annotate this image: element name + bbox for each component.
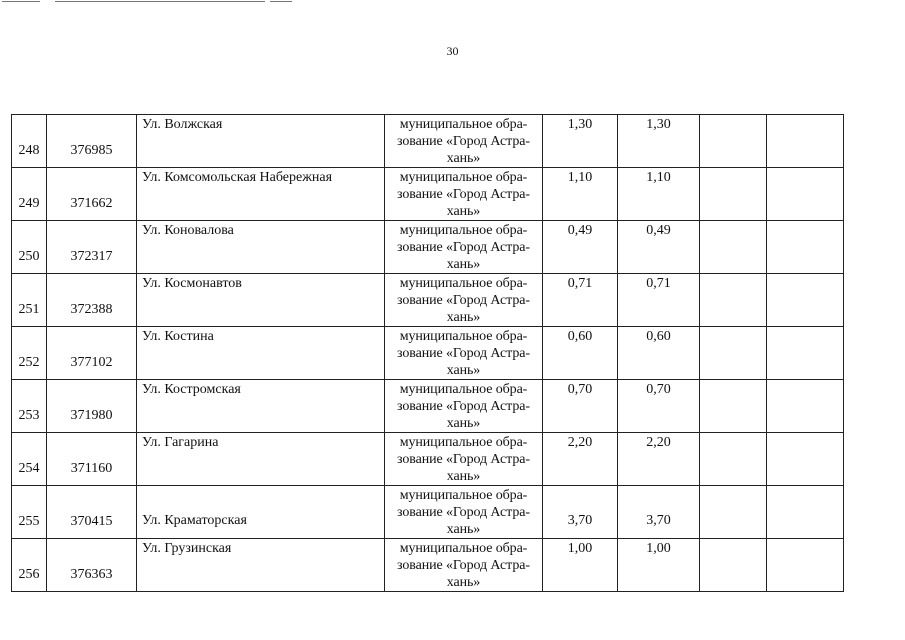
road-name-cell [137,168,385,221]
row-number: 250 [18,248,40,264]
owner-line: муниципальное обра- [399,170,528,185]
owner-cell [385,115,543,168]
scan-artifact-line [55,1,265,2]
road-code: 372317 [70,248,113,264]
road-name: Ул. Гагарина [142,435,219,450]
length-regional-cell [618,539,700,592]
length-regional: 0,49 [646,223,671,238]
road-code-cell [47,380,137,433]
empty-cell [767,486,844,539]
length-total-cell [543,433,618,486]
road-code: 370415 [70,513,113,529]
length-total: 1,10 [567,170,593,185]
owner-line: зование «Город Астра- [397,134,530,149]
road-code: 377102 [70,354,113,370]
length-regional-cell [618,433,700,486]
owner-line: муниципальное обра- [399,488,528,503]
length-total-cell [543,115,618,168]
length-regional-cell [618,221,700,274]
owner-line: зование «Город Астра- [397,558,530,573]
road-code: 371980 [70,407,113,423]
empty-cell [700,221,767,274]
scan-artifact-line [270,1,292,2]
empty-cell [700,274,767,327]
owner-line: хань» [446,522,481,537]
road-code: 371160 [70,460,113,476]
row-number-cell [12,168,47,221]
road-code-cell [47,168,137,221]
road-code-cell [47,486,137,539]
table-row [12,168,844,221]
empty-cell [700,327,767,380]
table-row [12,115,844,168]
length-total-cell [543,221,618,274]
owner-line: зование «Город Астра- [397,240,530,255]
empty-cell [767,380,844,433]
row-number-cell [12,486,47,539]
empty-cell [700,433,767,486]
table-row [12,221,844,274]
road-name-cell [137,539,385,592]
owner-cell [385,221,543,274]
road-name-cell [137,274,385,327]
owner-cell [385,433,543,486]
owner-line: муниципальное обра- [399,329,528,344]
table-row [12,380,844,433]
owner-line: хань» [446,469,481,484]
road-name-cell [137,115,385,168]
road-code-cell [47,274,137,327]
road-code: 376985 [70,142,113,158]
row-number-cell [12,274,47,327]
length-total-cell [543,380,618,433]
owner-line: муниципальное обра- [399,276,528,291]
table-row [12,486,844,539]
length-regional: 0,70 [646,382,671,397]
length-total: 1,30 [567,117,593,132]
row-number-cell [12,327,47,380]
owner-line: зование «Город Астра- [397,452,530,467]
owner-line: муниципальное обра- [399,223,528,238]
empty-cell [767,433,844,486]
owner-line: зование «Город Астра- [397,399,530,414]
owner-line: муниципальное обра- [399,435,528,450]
road-name: Ул. Коновалова [142,223,234,238]
road-name: Ул. Комсомольская Набережная [142,170,333,185]
road-code-cell [47,327,137,380]
length-regional: 1,00 [646,541,671,556]
length-regional-cell [618,168,700,221]
empty-cell [700,380,767,433]
table-row [12,539,844,592]
scan-artifacts [0,0,905,8]
owner-line: хань» [446,151,481,166]
row-number: 249 [18,195,40,211]
owner-line: хань» [446,204,481,219]
road-name-cell [137,327,385,380]
roads-table [11,114,844,592]
length-regional: 0,60 [646,329,671,344]
length-total-cell [543,327,618,380]
empty-cell [767,168,844,221]
table-row [12,274,844,327]
empty-cell [700,115,767,168]
empty-cell [767,274,844,327]
row-number-cell [12,221,47,274]
road-code-cell [47,539,137,592]
length-total: 1,00 [567,541,593,556]
owner-line: хань» [446,310,481,325]
row-number-cell [12,539,47,592]
owner-cell [385,539,543,592]
road-name-cell [137,380,385,433]
length-total-cell [543,539,618,592]
length-regional: 1,10 [646,170,671,185]
road-name: Ул. Волжская [142,117,223,132]
empty-cell [700,486,767,539]
length-total: 0,60 [567,329,593,344]
row-number: 255 [18,513,40,529]
length-total-cell [543,168,618,221]
road-code-cell [47,115,137,168]
road-code-cell [47,221,137,274]
road-name: Ул. Костромская [142,382,241,397]
owner-cell [385,327,543,380]
row-number-cell [12,115,47,168]
road-code: 372388 [70,301,113,317]
road-name-cell [137,486,385,539]
empty-cell [767,115,844,168]
owner-line: хань» [446,363,481,378]
length-total: 0,49 [567,223,593,238]
row-number: 248 [18,142,40,158]
length-total-cell [543,486,618,539]
length-regional: 0,71 [646,276,671,291]
owner-cell [385,486,543,539]
owner-cell [385,380,543,433]
page-number: 30 [446,44,459,58]
length-regional-cell [618,274,700,327]
owner-line: зование «Город Астра- [397,346,530,361]
road-name-cell [137,433,385,486]
row-number: 251 [18,301,40,317]
length-regional: 1,30 [646,117,671,132]
row-number-cell [12,433,47,486]
owner-line: хань» [446,416,481,431]
owner-line: муниципальное обра- [399,382,528,397]
length-regional-cell [618,115,700,168]
empty-cell [700,168,767,221]
owner-line: зование «Город Астра- [397,187,530,202]
owner-line: муниципальное обра- [399,117,528,132]
empty-cell [700,539,767,592]
row-number: 256 [18,566,40,582]
row-number: 253 [18,407,40,423]
owner-line: зование «Город Астра- [397,505,530,520]
length-regional-cell [618,380,700,433]
road-name: Ул. Костина [142,329,214,344]
owner-line: хань» [446,575,481,590]
length-total: 0,71 [567,276,593,291]
road-name-cell [137,221,385,274]
road-code-cell [47,433,137,486]
length-total-cell [543,274,618,327]
row-number: 254 [18,460,40,476]
row-number: 252 [18,354,40,370]
road-name: Ул. Краматорская [142,512,247,528]
row-number-cell [12,380,47,433]
empty-cell [767,221,844,274]
empty-cell [767,327,844,380]
length-regional: 3,70 [646,512,671,528]
road-name: Ул. Грузинская [142,541,232,556]
road-code: 376363 [70,566,113,582]
table-row [12,327,844,380]
length-total: 3,70 [567,512,593,528]
owner-line: хань» [446,257,481,272]
road-code: 371662 [70,195,113,211]
road-name: Ул. Космонавтов [142,276,242,291]
scan-artifact-line [2,1,40,2]
owner-line: зование «Город Астра- [397,293,530,308]
length-regional-cell [618,486,700,539]
owner-line: муниципальное обра- [399,541,528,556]
length-regional: 2,20 [646,435,671,450]
empty-cell [767,539,844,592]
table-row [12,433,844,486]
owner-cell [385,274,543,327]
length-total: 0,70 [567,382,593,397]
length-total: 2,20 [567,435,593,450]
roads-table-body [12,115,844,592]
length-regional-cell [618,327,700,380]
owner-cell [385,168,543,221]
